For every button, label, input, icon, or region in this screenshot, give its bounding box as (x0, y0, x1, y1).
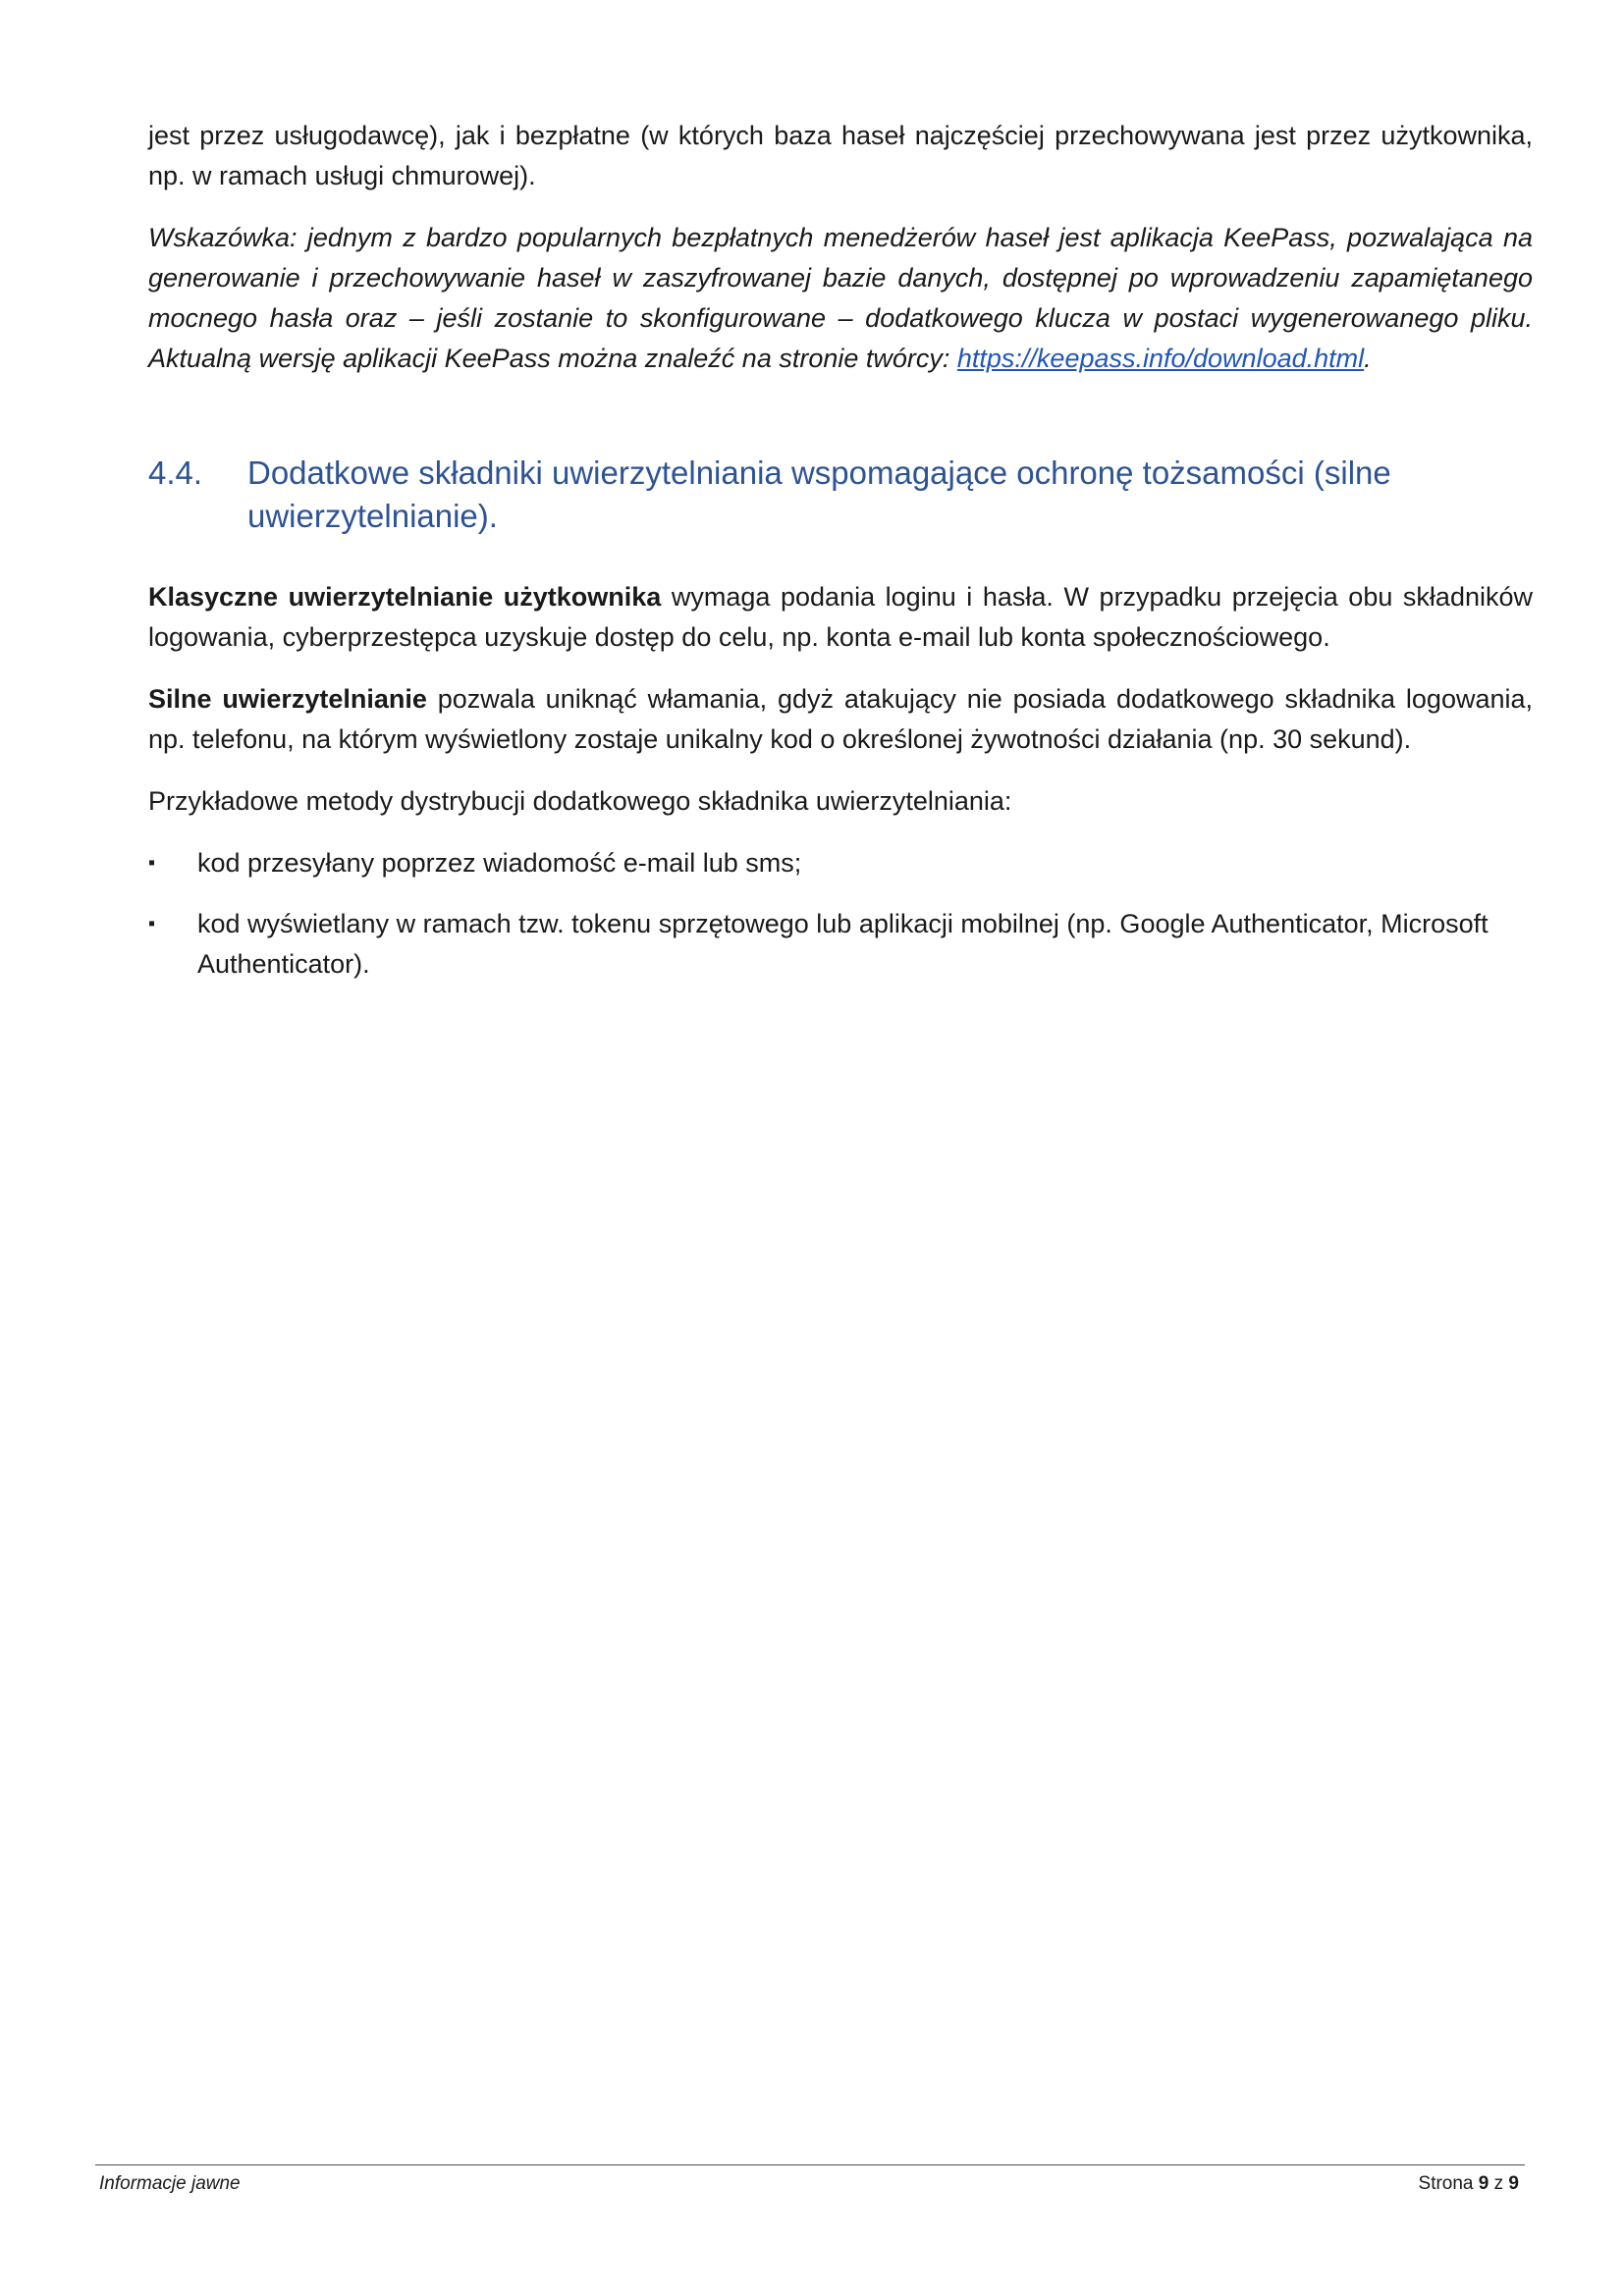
page-prefix: Strona (1418, 2173, 1479, 2194)
list-item-text: kod przesyłany poprzez wiadomość e-mail lub sms; (197, 848, 802, 878)
footer-classification: Informacje jawne (99, 2173, 241, 2194)
list-item (148, 843, 1533, 883)
paragraph-strong-auth (148, 679, 1533, 760)
methods-list (148, 843, 1533, 985)
page-current: 9 (1478, 2173, 1489, 2194)
paragraph-lead: Silne uwierzytelnianie (148, 684, 427, 714)
section-heading (148, 452, 1533, 538)
square-bullet-icon: ▪ (148, 913, 156, 934)
paragraph-text: pozwala uniknąć włamania, gdyż atakujący nie posiada dodatkowego składnika logowania, np. telefonu, na którym wyświetlony zostaje unikalny kod o określonej żywotności działania (np. 30 sekund). (148, 684, 1534, 754)
list-item (148, 904, 1533, 985)
paragraph-text: Przykładowe metody dystrybucji dodatkowego składnika uwierzytelniania: (148, 786, 1012, 816)
paragraph-methods-intro (148, 781, 1533, 822)
section-title: Dodatkowe składniki uwierzytelniania wspomagające ochronę tożsamości (silne uwierzytelnianie). (247, 454, 1391, 534)
page-content (148, 116, 1533, 1005)
footer-page-number (1419, 2173, 1525, 2195)
intro-paragraph: jest przez usługodawcę), jak i bezpłatne (w których baza haseł najczęściej przechowywana jest przez użytkownika, np. w ramach usługi chmurowej). (148, 121, 1533, 190)
page-footer (95, 2164, 1525, 2195)
hint-trailing: . (1364, 344, 1372, 373)
hint-text: Wskazówka: jednym z bardzo popularnych bezpłatnych menedżerów haseł jest aplikacja KeePass, pozwalająca na generowanie i przechowywanie haseł w zaszyfrowanej bazie danych, dostępnej po wprowadzeniu zapamiętanego mocnego hasła oraz – jeśli zostanie to skonfigurowane – dodatkowego klucza w postaci wygenerowanego pliku. Aktualną wersję aplikacji KeePass można znaleźć na stronie twórcy: (148, 223, 1533, 373)
list-item-text: kod wyświetlany w ramach tzw. tokenu sprzętowego lub aplikacji mobilnej (np. Google Authenticator, Microsoft Authenticator). (197, 909, 1489, 979)
paragraph-lead: Klasyczne uwierzytelnianie użytkownika (148, 582, 662, 612)
paragraph-classic-auth (148, 577, 1533, 658)
paragraph-text: wymaga podania loginu i hasła. W przypadku przejęcia obu składników logowania, cyberprzestępca uzyskuje dostęp do celu, np. konta e-mail lub konta społecznościowego. (148, 582, 1533, 652)
page-separator: z (1489, 2173, 1509, 2194)
page-total: 9 (1508, 2173, 1519, 2194)
square-bullet-icon: ▪ (148, 852, 156, 874)
section-number: 4.4. (148, 454, 203, 491)
hint-paragraph (148, 218, 1533, 379)
keepass-download-link[interactable]: https://keepass.info/download.html (956, 344, 1365, 373)
